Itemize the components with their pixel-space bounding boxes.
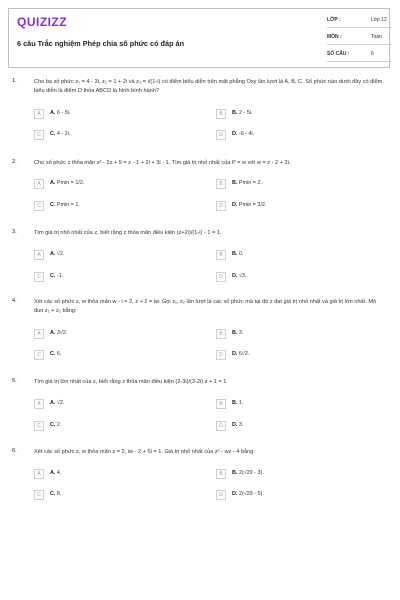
option-value: 0. (238, 251, 244, 257)
question-number: 3. (12, 229, 17, 235)
option-d[interactable] (216, 201, 386, 212)
option-label: C. (50, 351, 56, 357)
question-number: 1. (12, 78, 17, 84)
option-label: D. (232, 491, 238, 497)
option-c[interactable] (34, 350, 204, 361)
option-b[interactable] (216, 399, 386, 410)
option-a[interactable] (34, 109, 204, 120)
option-value: 2. (56, 422, 62, 428)
meta-divider (327, 44, 391, 45)
question-text: Xét các số phức z, w thỏa mãn z = 2, iw - 2 + 5i = 1. Giá trị nhỏ nhất của z² - wz - 4 bằng: (34, 449, 255, 455)
option-value: 2(√29 - 5). (238, 491, 264, 497)
subject-label: MÔN : (327, 34, 342, 40)
option-letter-box[interactable]: A (34, 329, 44, 339)
option-value: √2. (56, 400, 65, 406)
option-value: 1. (238, 400, 244, 406)
option-letter-box[interactable]: A (34, 399, 44, 409)
question-number: 2. (12, 159, 17, 165)
option-letter-box[interactable]: D (216, 421, 226, 431)
option-a[interactable] (34, 250, 204, 261)
option-label: C. (50, 273, 56, 279)
option-label: C. (50, 491, 56, 497)
class-label: LỚP : (327, 17, 341, 23)
question-text: Cho ba số phức z₁ = 4 - 3i, z₂ = 1 + 2i và z₃ = i/(1-i) có điểm biểu diễn trên mặt phẳng Oxy lần lượt là A, B, C. Số phức nào dưới đây có điểm biểu diễn là điểm D thỏa ABCD là hình bình hành? (34, 79, 383, 94)
option-b[interactable] (216, 179, 386, 190)
option-b[interactable] (216, 250, 386, 261)
option-letter-box[interactable]: A (34, 109, 44, 119)
option-letter-box[interactable]: D (216, 130, 226, 140)
quizizz-logo: QUIZIZZ (17, 15, 68, 29)
option-c[interactable] (34, 421, 204, 432)
option-value: 2 - 5i. (238, 110, 253, 116)
option-label: B. (232, 180, 238, 186)
option-b[interactable] (216, 469, 386, 480)
option-value: Pmin = 3/2. (238, 202, 267, 208)
meta-divider (327, 27, 391, 28)
option-value: 8. (56, 491, 62, 497)
option-letter-box[interactable]: C (34, 350, 44, 360)
option-label: C. (50, 131, 56, 137)
option-value: Pmin = 1/2. (56, 180, 85, 186)
option-letter-box[interactable]: B (216, 329, 226, 339)
option-value: 3. (238, 330, 244, 336)
option-value: Pmin = 1. (56, 202, 80, 208)
option-label: B. (232, 470, 238, 476)
option-letter-box[interactable]: D (216, 350, 226, 360)
option-a[interactable] (34, 179, 204, 190)
option-letter-box[interactable]: B (216, 179, 226, 189)
option-d[interactable] (216, 130, 386, 141)
option-label: C. (50, 202, 56, 208)
option-letter-box[interactable]: D (216, 272, 226, 282)
option-letter-box[interactable]: C (34, 272, 44, 282)
option-letter-box[interactable]: C (34, 201, 44, 211)
option-label: C. (50, 422, 56, 428)
option-c[interactable] (34, 490, 204, 501)
option-label: A. (50, 470, 56, 476)
option-letter-box[interactable]: B (216, 469, 226, 479)
option-value: Pmin = 2. (238, 180, 262, 186)
option-value: 3. (238, 422, 244, 428)
option-label: A. (50, 180, 56, 186)
option-label: A. (50, 330, 56, 336)
option-letter-box[interactable]: D (216, 490, 226, 500)
option-c[interactable] (34, 130, 204, 141)
option-letter-box[interactable]: C (34, 490, 44, 500)
option-label: B. (232, 251, 238, 257)
option-label: A. (50, 110, 56, 116)
option-letter-box[interactable]: A (34, 469, 44, 479)
option-label: D. (232, 202, 238, 208)
option-letter-box[interactable]: A (34, 179, 44, 189)
class-value: Lớp 12 (371, 17, 387, 23)
option-label: D. (232, 273, 238, 279)
question-count-label: SỐ CÂU : (327, 51, 350, 57)
question-text: Tìm giá trị nhỏ nhất của z, biết rằng z thỏa mãn điều kiện (z+2i)/(1-i) - 1 = 1. (34, 230, 222, 236)
question-text: Xét các số phức z, w thỏa mãn w - i = 2, z + 2 = iw. Gọi z₁, z₂ lần lượt là các số phức mà tại đó z đạt giá trị nhỏ nhất và giá trị lớn nhất. Mô đun z₁ + z₂ bằng: (34, 299, 377, 314)
question-number: 5. (12, 378, 17, 384)
option-letter-box[interactable]: B (216, 250, 226, 260)
option-a[interactable] (34, 399, 204, 410)
meta-divider (327, 61, 391, 62)
option-letter-box[interactable]: B (216, 399, 226, 409)
option-value: 3√2. (56, 330, 68, 336)
option-label: B. (232, 330, 238, 336)
option-b[interactable] (216, 329, 386, 340)
option-letter-box[interactable]: A (34, 250, 44, 260)
option-label: A. (50, 251, 56, 257)
option-value: √3. (238, 273, 247, 279)
worksheet-title: 6 câu Trắc nghiệm Phép chia số phức có đáp án (17, 39, 185, 48)
option-value: 4. (56, 470, 62, 476)
option-value: 2(√29 - 3). (238, 470, 264, 476)
option-label: D. (232, 131, 238, 137)
option-label: B. (232, 400, 238, 406)
option-value: 6. (56, 351, 62, 357)
option-letter-box[interactable]: D (216, 201, 226, 211)
worksheet-header (8, 8, 390, 68)
option-d[interactable] (216, 350, 386, 361)
question-count-value: 6 (371, 51, 374, 57)
option-value: 6√2. (238, 351, 250, 357)
question-number: 6. (12, 448, 17, 454)
subject-value: Toán (371, 34, 382, 40)
option-a[interactable] (34, 329, 204, 340)
option-d[interactable] (216, 421, 386, 432)
option-letter-box[interactable]: C (34, 421, 44, 431)
option-value: 6 - 5i. (56, 110, 71, 116)
option-c[interactable] (34, 201, 204, 212)
option-d[interactable] (216, 272, 386, 283)
option-value: -6 - 4i. (238, 131, 255, 137)
option-label: D. (232, 422, 238, 428)
option-value: -1. (56, 273, 64, 279)
option-value: √2. (56, 251, 65, 257)
option-letter-box[interactable]: C (34, 130, 44, 140)
option-c[interactable] (34, 272, 204, 283)
option-letter-box[interactable]: B (216, 109, 226, 119)
question-text: Tìm giá trị lớn nhất của z, biết rằng z thỏa mãn điều kiện (2-3i)/(3-2i) z + 1 = 1. (34, 379, 228, 385)
question-text: Cho số phức z thỏa mãn z² - 2z + 5 = z - 1 + 2i + 3i - 1. Tìm giá trị nhỏ nhất của P = w với w = z - 2 + 2i. (34, 160, 291, 166)
option-label: D. (232, 351, 238, 357)
option-value: 4 - 2i. (56, 131, 71, 137)
option-a[interactable] (34, 469, 204, 480)
option-label: A. (50, 400, 56, 406)
option-d[interactable] (216, 490, 386, 501)
option-b[interactable] (216, 109, 386, 120)
option-label: B. (232, 110, 238, 116)
question-number: 4. (12, 298, 17, 304)
